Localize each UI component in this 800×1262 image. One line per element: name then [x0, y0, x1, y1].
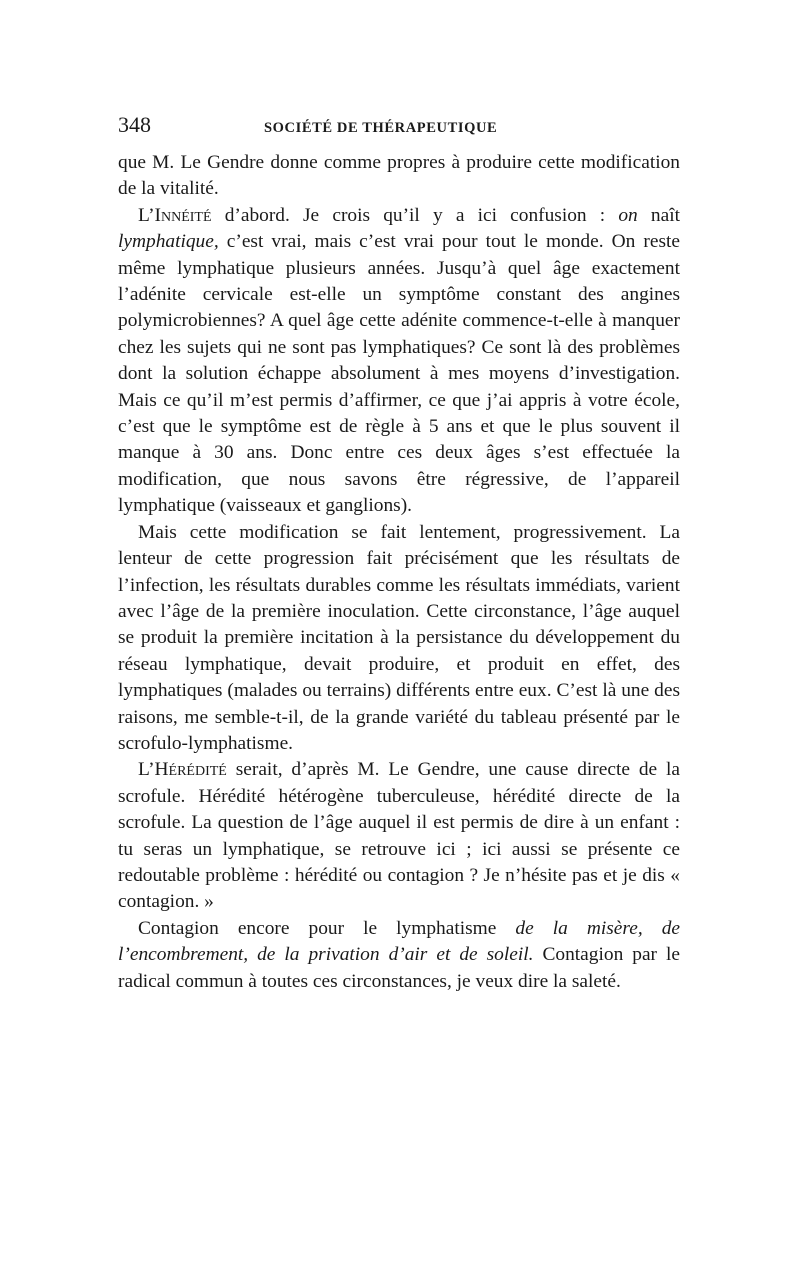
- page-header: [118, 112, 680, 144]
- text-segment: naît: [637, 204, 680, 226]
- text-segment: Mais cette modification se fait lentement, progressivement. La lenteur de cette progression fait précisément que les résultats de l’infection, les résultats durables comme les résultats immédiats, varient avec l’âge de la première inoculation. Cette circonstance, l’âge auquel se produit la première incitation à la persistance du développement du réseau lymphatique, devait produire, et produit en effet, des lymphatiques (malades ou terrains) différents entre eux. C’est là une des raisons, me semble-t-il, de la grande variété du tableau présenté par le scrofulo-lymphatisme.: [118, 521, 680, 754]
- italic-segment: on: [618, 204, 638, 226]
- text-segment: Contagion encore pour le lymphatisme: [138, 917, 516, 939]
- paragraph: [118, 916, 680, 995]
- text-segment: que M. Le Gendre donne comme propres à produire cette modification de la vitalité.: [118, 152, 680, 200]
- document-page: [118, 112, 680, 995]
- paragraph: [118, 757, 680, 915]
- text-segment: serait, d’après M. Le Gendre, une cause directe de la scrofule. Hérédité hétérogène tuberculeuse, hérédité directe de la scrofule. La question de l’âge auquel il est permis de dire à un enfant : tu seras un lymphatique, se retrouve ici ; ici aussi se présente ce redoutable problème : hérédité ou contagion ? Je n’hésite pas et je dis « contagion. »: [118, 759, 680, 913]
- italic-segment: de la misère, de l’encombrement, de la privation d’air et de soleil.: [118, 917, 681, 966]
- paragraph: [118, 150, 680, 203]
- italic-segment: lymphatique,: [118, 231, 219, 253]
- section-term: L’Innéité: [138, 204, 212, 226]
- paragraph: [118, 520, 680, 758]
- section-term: L’Hérédité: [138, 759, 227, 781]
- running-head: SOCIÉTÉ DE THÉRAPEUTIQUE: [264, 120, 498, 136]
- page-number: 348: [118, 112, 151, 137]
- text-segment: Contagion par le radical commun à toutes ces circonstances, je veux dire la saleté.: [118, 944, 681, 992]
- paragraph: [118, 203, 680, 520]
- text-segment: d’abord. Je crois qu’il y a ici confusion :: [211, 204, 619, 226]
- text-segment: c’est vrai, mais c’est vrai pour tout le monde. On reste même lymphatique plusieurs années. Jusqu’à quel âge exactement l’adénite cervicale est-elle un symptôme constant des angines polymicrobiennes? A quel âge cette adénite commence-t-elle à manquer chez les sujets qui ne sont pas lymphatiques? Ce sont là des problèmes dont la solution échappe absolument à mes moyens d’investigation. Mais ce qu’il m’est permis d’affirmer, ce que j’ai appris à votre école, c’est que le symptôme est de règle à 5 ans et que le plus souvent il manque à 30 ans. Donc entre ces deux âges s’est effectuée la modification, que nous savons être régressive, de l’appareil lymphatique (vaisseaux et ganglions).: [118, 231, 680, 517]
